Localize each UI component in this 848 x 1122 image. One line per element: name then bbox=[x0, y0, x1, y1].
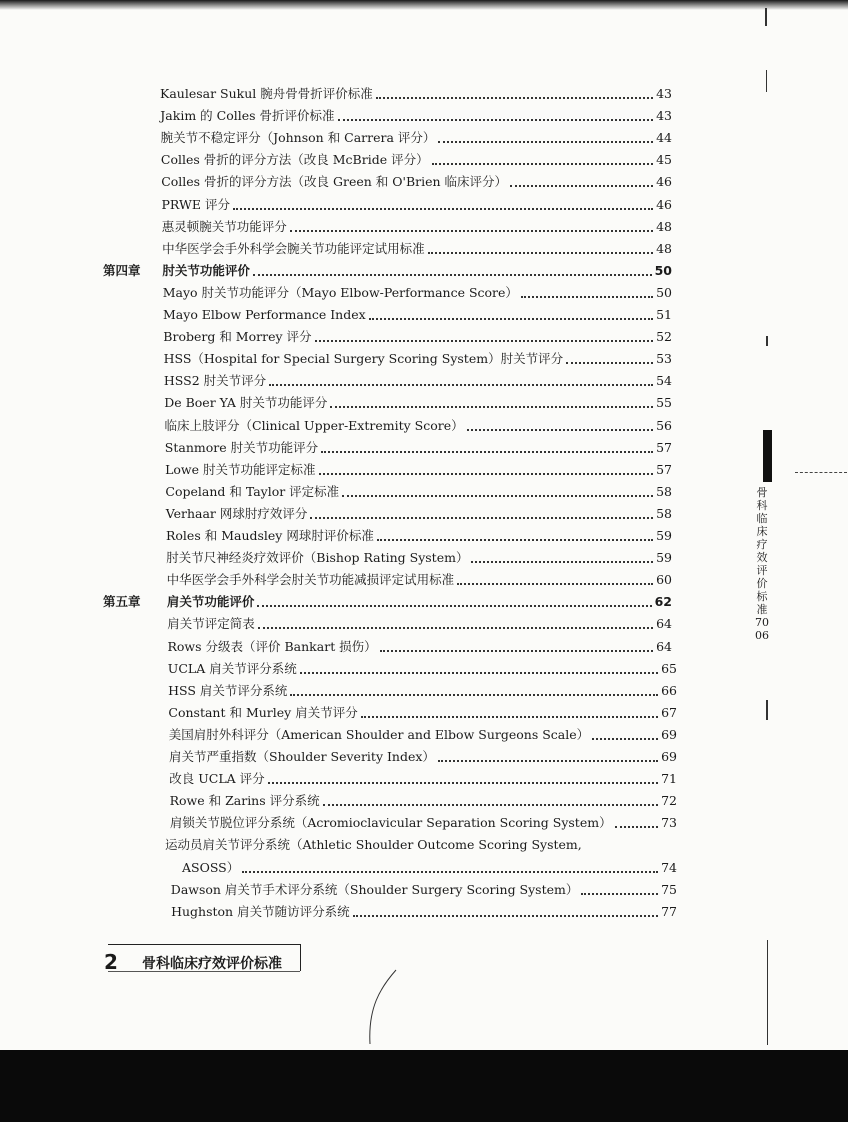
page-number: 2 bbox=[104, 950, 118, 974]
scan-speck bbox=[767, 940, 768, 1045]
toc-entry[interactable] bbox=[164, 369, 672, 389]
toc-entry[interactable] bbox=[166, 502, 672, 522]
leader-dots bbox=[353, 915, 658, 917]
toc-entry[interactable] bbox=[171, 878, 677, 898]
leader-dots bbox=[290, 694, 658, 696]
toc-entry-label: HSS 肩关节评分系统 bbox=[168, 683, 288, 698]
toc-entry[interactable] bbox=[163, 325, 672, 345]
toc-page-number: 62 bbox=[654, 594, 672, 609]
chapter-number: 第四章 bbox=[103, 263, 141, 278]
chapter-title: 肘关节功能评价 bbox=[162, 263, 250, 278]
toc-entry-label: 肘关节尺神经炎疗效评价（Bishop Rating System） bbox=[166, 550, 469, 565]
toc-entry-label: 美国肩肘外科评分（American Shoulder and Elbow Surgeons Scale） bbox=[168, 727, 590, 742]
toc-page-number: 50 bbox=[654, 263, 672, 278]
toc-entry-label: 肩锁关节脱位评分系统（Acromioclavicular Separation Scoring System） bbox=[169, 815, 612, 830]
toc-page-number: 60 bbox=[656, 572, 672, 587]
chapter-title: 肩关节功能评价 bbox=[166, 594, 255, 609]
toc-page-number: 53 bbox=[656, 351, 672, 366]
side-tab-text: 骨科临床疗效评价标准 7006 bbox=[755, 486, 769, 642]
toc-entry[interactable] bbox=[165, 414, 673, 434]
toc-entry[interactable] bbox=[170, 811, 677, 831]
toc-entry-label: 改良 UCLA 评分 bbox=[169, 771, 265, 786]
toc-page-number: 75 bbox=[661, 882, 677, 897]
toc-page-number: 59 bbox=[656, 528, 672, 543]
leader-dots bbox=[369, 318, 653, 320]
leader-dots bbox=[257, 605, 651, 607]
leader-dots bbox=[330, 406, 653, 408]
leader-dots bbox=[242, 871, 658, 873]
toc-entry-label: 惠灵顿腕关节功能评分 bbox=[161, 219, 287, 234]
leader-dots bbox=[376, 97, 653, 99]
leader-dots bbox=[290, 230, 653, 232]
toc-page-number: 57 bbox=[656, 462, 672, 477]
toc-entry[interactable] bbox=[162, 237, 672, 257]
scan-speck bbox=[766, 336, 768, 346]
toc-entry[interactable] bbox=[169, 745, 677, 765]
toc-entry-label: Mayo Elbow Performance Index bbox=[163, 307, 366, 322]
leader-dots bbox=[457, 583, 653, 585]
toc-page-number: 46 bbox=[656, 197, 672, 212]
toc-entry-label: 中华医学会手外科学会肘关节功能减损评定试用标准 bbox=[166, 572, 455, 587]
toc-entry[interactable] bbox=[162, 193, 673, 213]
scan-speck bbox=[765, 8, 767, 26]
toc-page-number: 43 bbox=[656, 108, 672, 123]
leader-dots bbox=[258, 627, 653, 629]
scan-speck bbox=[766, 700, 768, 720]
leader-dots bbox=[521, 296, 653, 298]
toc-entry-label: 肩关节严重指数（Shoulder Severity Index） bbox=[169, 749, 435, 764]
leader-dots bbox=[269, 384, 653, 386]
toc-entry-label: Verhaar 网球肘疗效评分 bbox=[165, 506, 308, 521]
toc-page-number: 77 bbox=[661, 904, 677, 919]
toc-entry-label: PRWE 评分 bbox=[161, 197, 230, 212]
toc-entry-label: HSS2 肘关节评分 bbox=[163, 373, 267, 388]
toc-entry[interactable] bbox=[182, 856, 677, 876]
toc-entry[interactable] bbox=[163, 303, 672, 323]
toc-entry-label: HSS（Hospital for Special Surgery Scoring System）肘关节评分 bbox=[163, 351, 564, 366]
toc-entry-label: Dawson 肩关节手术评分系统（Shoulder Surgery Scoring System） bbox=[170, 882, 579, 897]
toc-entry[interactable] bbox=[168, 635, 673, 655]
toc-entry[interactable] bbox=[167, 568, 672, 588]
toc-page-number: 48 bbox=[656, 241, 672, 256]
toc-page-number: 66 bbox=[661, 683, 677, 698]
toc-entry[interactable] bbox=[161, 170, 672, 190]
toc-entry-label: Colles 骨折的评分方法（改良 Green 和 O'Brien 临床评分） bbox=[161, 174, 508, 189]
leader-dots bbox=[361, 716, 658, 718]
toc-page-number: 65 bbox=[661, 661, 677, 676]
leader-dots bbox=[432, 163, 654, 165]
toc-page-number: 46 bbox=[656, 174, 672, 189]
running-book-title: 骨科临床疗效评价标准 bbox=[142, 956, 282, 972]
toc-page-number: 74 bbox=[661, 860, 677, 875]
leader-dots bbox=[615, 826, 659, 828]
toc-entry[interactable] bbox=[166, 524, 672, 544]
toc-entry[interactable] bbox=[168, 701, 677, 721]
toc-entry[interactable] bbox=[165, 458, 672, 478]
toc-page-number: 52 bbox=[656, 329, 672, 344]
chapter-heading[interactable] bbox=[162, 259, 672, 279]
toc-entry-label: Mayo 肘关节功能评分（Mayo Elbow-Performance Score） bbox=[162, 285, 518, 300]
toc-entry-label: Rowe 和 Zarins 评分系统 bbox=[169, 793, 320, 808]
toc-entry-label: Jakim 的 Colles 骨折评价标准 bbox=[160, 108, 335, 123]
toc-page-number: 59 bbox=[656, 550, 672, 565]
leader-dots bbox=[338, 119, 654, 121]
scan-mark bbox=[360, 968, 400, 1048]
toc-entry[interactable] bbox=[168, 679, 677, 699]
thumb-tab-marker bbox=[763, 430, 772, 482]
toc-entry[interactable] bbox=[169, 723, 677, 743]
leader-dots bbox=[321, 451, 653, 453]
toc-entry[interactable] bbox=[162, 215, 672, 235]
toc-page-number: 57 bbox=[656, 440, 672, 455]
toc-entry[interactable] bbox=[168, 657, 677, 677]
toc-page-number: 73 bbox=[661, 815, 677, 830]
leader-dots bbox=[438, 141, 653, 143]
toc-page-number: 64 bbox=[656, 639, 672, 654]
toc-page-number: 44 bbox=[656, 130, 672, 145]
chapter-heading[interactable] bbox=[167, 590, 672, 610]
toc-entry-label: ASOSS） bbox=[182, 860, 240, 875]
toc-entry-label: Copeland 和 Taylor 评定标准 bbox=[165, 484, 340, 499]
toc-entry-label: 运动员肩关节评分系统（Athletic Shoulder Outcome Scoring System, bbox=[165, 837, 582, 852]
toc-entry[interactable] bbox=[164, 391, 672, 411]
toc-entry[interactable] bbox=[164, 347, 672, 367]
toc-entry-label: 中华医学会手外科学会腕关节功能评定试用标准 bbox=[162, 241, 425, 256]
toc-page-number: 69 bbox=[661, 749, 677, 764]
toc-page-number: 64 bbox=[656, 616, 672, 631]
toc-entry-label: Colles 骨折的评分方法（改良 McBride 评分） bbox=[160, 152, 429, 167]
leader-dots bbox=[300, 672, 658, 674]
toc-entry[interactable] bbox=[169, 767, 677, 787]
leader-dots bbox=[566, 362, 653, 364]
scan-edge-line bbox=[795, 472, 847, 473]
leader-dots bbox=[377, 539, 653, 541]
leader-dots bbox=[315, 340, 654, 342]
toc-entry[interactable] bbox=[161, 126, 672, 146]
toc-entry-label: Broberg 和 Morrey 评分 bbox=[163, 329, 312, 344]
leader-dots bbox=[510, 185, 653, 187]
toc-page-number: 45 bbox=[656, 152, 672, 167]
toc-page-number: 54 bbox=[656, 373, 672, 388]
leader-dots bbox=[581, 893, 658, 895]
toc-entry-label: Rows 分级表（评价 Bankart 损伤） bbox=[167, 639, 377, 654]
leader-dots bbox=[592, 738, 658, 740]
scan-top-shadow bbox=[0, 0, 848, 10]
toc-page-number: 51 bbox=[656, 307, 672, 322]
toc-entry-label: 肩关节评定简表 bbox=[167, 616, 255, 631]
toc-entry[interactable] bbox=[161, 148, 672, 168]
toc-page-number: 69 bbox=[661, 727, 677, 742]
toc-page-number: 55 bbox=[656, 395, 672, 410]
toc-entry-label: Hughston 肩关节随访评分系统 bbox=[171, 904, 350, 919]
chapter-number: 第五章 bbox=[103, 594, 141, 609]
toc-entry-label: 临床上肢评分（Clinical Upper-Extremity Score） bbox=[164, 418, 464, 433]
toc-entry-label: De Boer YA 肘关节功能评分 bbox=[164, 395, 328, 410]
toc-page-number: 50 bbox=[656, 285, 672, 300]
toc-entry-label: Constant 和 Murley 肩关节评分 bbox=[168, 705, 358, 720]
toc-entry[interactable] bbox=[171, 900, 677, 920]
toc-entry[interactable] bbox=[160, 104, 672, 124]
toc-page-number: 58 bbox=[656, 506, 672, 521]
leader-dots bbox=[268, 782, 658, 784]
leader-dots bbox=[233, 208, 653, 210]
toc-page-number: 43 bbox=[656, 86, 672, 101]
scan-speck bbox=[766, 70, 767, 92]
toc-entry-label: Kaulesar Sukul 腕舟骨骨折评价标准 bbox=[160, 86, 373, 101]
toc-entry[interactable] bbox=[167, 612, 672, 632]
leader-dots bbox=[428, 252, 653, 254]
toc-entry[interactable] bbox=[160, 82, 672, 102]
toc-entry[interactable] bbox=[170, 789, 677, 809]
leader-dots bbox=[467, 429, 653, 431]
toc-page-number: 72 bbox=[661, 793, 677, 808]
leader-dots bbox=[319, 473, 654, 475]
toc-entry-label: Roles 和 Maudsley 网球肘评价标准 bbox=[166, 528, 374, 543]
toc-page-number: 67 bbox=[661, 705, 677, 720]
leader-dots bbox=[323, 804, 658, 806]
toc-entry-label: Lowe 肘关节功能评定标准 bbox=[165, 462, 316, 477]
toc-entry-label: UCLA 肩关节评分系统 bbox=[167, 661, 297, 676]
toc-entry[interactable] bbox=[166, 546, 672, 566]
leader-dots bbox=[438, 760, 658, 762]
toc-entry-label: 腕关节不稳定评分（Johnson 和 Carrera 评分） bbox=[160, 130, 436, 145]
leader-dots bbox=[342, 495, 653, 497]
leader-dots bbox=[310, 517, 653, 519]
leader-dots bbox=[471, 561, 653, 563]
toc-page-number: 58 bbox=[656, 484, 672, 499]
toc-page-number: 56 bbox=[656, 418, 672, 433]
toc-page-number: 71 bbox=[661, 771, 677, 786]
leader-dots bbox=[253, 274, 652, 276]
leader-dots bbox=[380, 650, 653, 652]
toc-entry[interactable] bbox=[165, 436, 672, 456]
toc-page-number: 48 bbox=[656, 219, 672, 234]
toc-entry[interactable] bbox=[165, 480, 672, 500]
toc-entry[interactable] bbox=[163, 281, 672, 301]
toc-entry-label: Stanmore 肘关节功能评分 bbox=[164, 440, 319, 455]
